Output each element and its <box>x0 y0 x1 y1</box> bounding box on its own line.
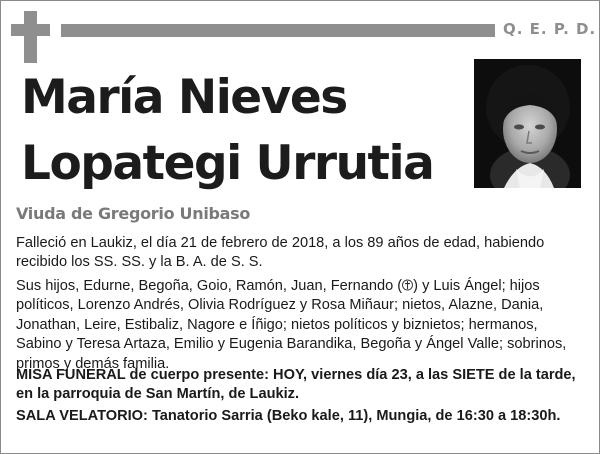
portrait-image <box>474 59 581 188</box>
family-list-part2: ) y Luis Ángel; hijos políticos, Lorenzo Andrés, Olivia Rodríguez y Rosa Miñaur; nietos, Alazne, Dania, Jonathan, Leire, Estibaliz, Nagore e Íñigo; nietos políticos y biznietos; hermanos, Sabino y Teresa Artaza, Emilio y Eugenia Barandika, Begoña y Ángel Valle; sobrinos, primos y demás familia. <box>16 278 567 372</box>
death-details: Falleció en Laukiz, el día 21 de febrero de 2018, a los 89 años de edad, habiendo recibido los SS. SS. y la B. A. de S. S. <box>16 235 545 271</box>
header-divider-bar <box>61 24 495 37</box>
cross-horizontal-bar <box>11 24 50 36</box>
family-list <box>16 277 576 374</box>
portrait-photo <box>474 59 581 188</box>
funeral-mass-info: MISA FUNERAL de cuerpo presente: HOY, viernes día 23, a las SIETE de la tarde, en la parroquia de San Martín, de Laukiz. <box>16 367 576 403</box>
cross-vertical-bar <box>24 11 37 63</box>
small-cross-icon <box>402 279 413 291</box>
wake-room-info: SALA VELATORIO: Tanatorio Sarria (Beko kale, 11), Mungia, de 16:30 a 18:30h. <box>16 408 561 424</box>
deceased-subtitle: Viuda de Gregorio Unibaso <box>16 204 251 223</box>
deceased-name-line1: María Nieves <box>21 70 347 125</box>
family-list-part1: Sus hijos, Edurne, Begoña, Goio, Ramón, Juan, Fernando ( <box>16 278 403 294</box>
qepd-label: Q. E. P. D. <box>503 20 597 38</box>
deceased-name-line2: Lopategi Urrutia <box>21 136 434 191</box>
